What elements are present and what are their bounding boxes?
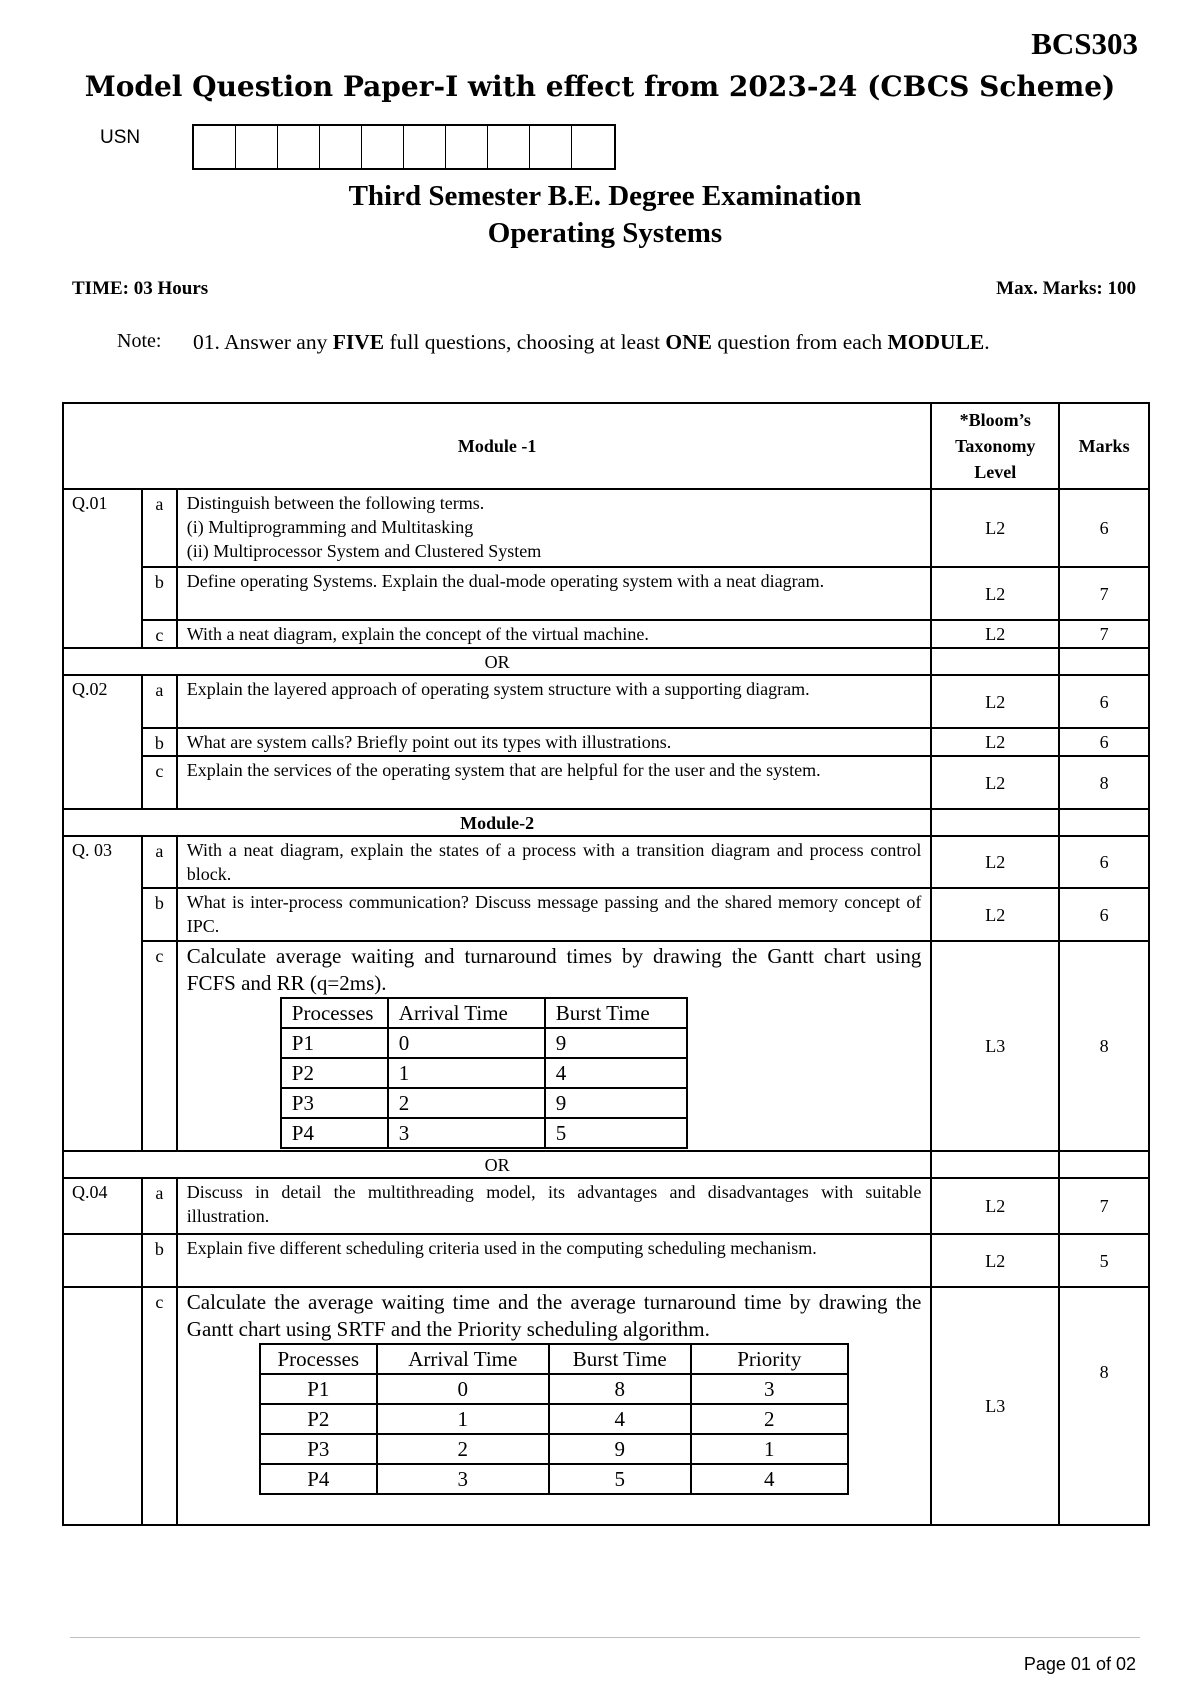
empty-cell — [1059, 1151, 1149, 1178]
process-row — [260, 1464, 848, 1494]
cell: P2 — [260, 1404, 377, 1434]
process-row — [260, 1404, 848, 1434]
part-label: b — [142, 1234, 177, 1287]
marks-value: 6 — [1059, 836, 1149, 888]
header-cell: Burst Time — [549, 1344, 691, 1374]
note-text — [193, 330, 990, 355]
header-cell: Arrival Time — [388, 998, 545, 1028]
exam-title: Third Semester B.E. Degree Examination — [348, 180, 862, 212]
cell: 2 — [691, 1404, 848, 1434]
process-table-header — [260, 1344, 848, 1374]
blooms-level: L3 — [931, 941, 1059, 1151]
usn-label: USN — [100, 127, 141, 148]
or-row — [63, 1151, 1149, 1178]
note-label: Note: — [117, 330, 162, 352]
note-part: 01. Answer any — [193, 330, 333, 354]
module-2-header: Module-2 — [63, 809, 931, 836]
cell: P3 — [260, 1434, 377, 1464]
cell: 1 — [388, 1058, 545, 1088]
question-text: With a neat diagram, explain the states of a process with a transition diagram and process control block. — [177, 836, 932, 888]
blooms-level: L2 — [931, 888, 1059, 941]
usn-input-boxes[interactable] — [192, 124, 616, 170]
cell: 4 — [545, 1058, 687, 1088]
note-emphasis: ONE — [665, 330, 712, 354]
note-emphasis: MODULE — [887, 330, 985, 354]
note-part: question from each — [711, 330, 888, 354]
empty-cell — [931, 809, 1059, 836]
part-label: a — [142, 1178, 177, 1234]
table-row — [63, 728, 1149, 756]
part-label: c — [142, 941, 177, 1151]
question-number: Q.02 — [63, 675, 142, 809]
marks-value: 5 — [1059, 1234, 1149, 1287]
usn-box[interactable] — [362, 126, 404, 168]
process-row — [260, 1374, 848, 1404]
question-text: What are system calls? Briefly point out its types with illustrations. — [177, 728, 932, 756]
part-label: b — [142, 567, 177, 620]
cell: 9 — [545, 1088, 687, 1118]
question-text: Explain the layered approach of operating system structure with a supporting diagram. — [177, 675, 932, 728]
note-part: . — [984, 330, 990, 354]
marks-value: 7 — [1059, 620, 1149, 648]
marks-value: 6 — [1059, 489, 1149, 567]
question-text: Explain five different scheduling criteria used in the computing scheduling mechanism. — [177, 1234, 932, 1287]
exam-heading — [0, 178, 1200, 252]
usn-box[interactable] — [530, 126, 572, 168]
empty-cell — [63, 1234, 142, 1287]
cell: 2 — [388, 1088, 545, 1118]
question-table — [62, 402, 1150, 1526]
question-text: Discuss in detail the multithreading model, its advantages and disadvantages with suitable illustration. — [177, 1178, 932, 1234]
usn-box[interactable] — [446, 126, 488, 168]
paper-title: Model Question Paper-I with effect from 2023-24 (CBCS Scheme) — [84, 70, 1116, 103]
footer-divider — [70, 1637, 1140, 1638]
cell: 0 — [377, 1374, 549, 1404]
header-cell: Processes — [260, 1344, 377, 1374]
marks-value: 7 — [1059, 1178, 1149, 1234]
cell: 3 — [388, 1118, 545, 1148]
note-part: full questions, choosing at least — [384, 330, 666, 354]
process-row — [281, 1118, 687, 1148]
header-cell: Burst Time — [545, 998, 687, 1028]
usn-box[interactable] — [236, 126, 278, 168]
or-label: OR — [63, 1151, 931, 1178]
cell: P2 — [281, 1058, 388, 1088]
marks-value: 6 — [1059, 728, 1149, 756]
part-label: c — [142, 756, 177, 809]
blooms-level: L2 — [931, 756, 1059, 809]
question-text — [177, 941, 932, 1151]
process-table — [280, 997, 688, 1149]
subject-title: Operating Systems — [487, 217, 723, 249]
usn-box[interactable] — [194, 126, 236, 168]
cell: 1 — [377, 1404, 549, 1434]
blooms-level: L3 — [931, 1287, 1059, 1525]
cell: 9 — [545, 1028, 687, 1058]
cell: 4 — [691, 1464, 848, 1494]
blooms-level-header: *Bloom’s Taxonomy Level — [931, 403, 1059, 489]
max-marks: Max. Marks: 100 — [996, 278, 1136, 299]
table-row — [63, 836, 1149, 888]
table-row — [63, 1287, 1149, 1525]
header-cell: Priority — [691, 1344, 848, 1374]
priority-process-table — [259, 1343, 849, 1495]
table-row — [63, 1178, 1149, 1234]
time-allowed: TIME: 03 Hours — [72, 278, 209, 299]
question-text — [177, 489, 932, 567]
usn-box[interactable] — [404, 126, 446, 168]
cell: 2 — [377, 1434, 549, 1464]
part-label: b — [142, 728, 177, 756]
table-row — [63, 567, 1149, 620]
cell: 5 — [549, 1464, 691, 1494]
module-1-header: Module -1 — [63, 403, 931, 489]
table-row — [63, 1234, 1149, 1287]
part-label: c — [142, 620, 177, 648]
cell: P4 — [260, 1464, 377, 1494]
cell: 0 — [388, 1028, 545, 1058]
usn-box[interactable] — [572, 126, 614, 168]
usn-box[interactable] — [488, 126, 530, 168]
part-label: a — [142, 836, 177, 888]
blooms-level: L2 — [931, 1178, 1059, 1234]
cell: 8 — [549, 1374, 691, 1404]
question-number: Q.01 — [63, 489, 142, 648]
course-code: BCS303 — [1031, 26, 1138, 61]
question-line: (ii) Multiprocessor System and Clustered System — [186, 541, 542, 561]
marks-header: Marks — [1059, 403, 1149, 489]
marks-value: 6 — [1059, 675, 1149, 728]
process-row — [281, 1028, 687, 1058]
question-line: Distinguish between the following terms. — [186, 493, 485, 513]
cell: 1 — [691, 1434, 848, 1464]
question-number: Q. 03 — [63, 836, 142, 1151]
page-number: Page 01 of 02 — [1023, 1654, 1136, 1674]
usn-box[interactable] — [278, 126, 320, 168]
empty-cell — [931, 1151, 1059, 1178]
part-label: c — [142, 1287, 177, 1525]
or-row — [63, 648, 1149, 675]
cell: 4 — [549, 1404, 691, 1434]
marks-value: 8 — [1059, 756, 1149, 809]
blooms-level: L2 — [931, 1234, 1059, 1287]
process-table-header — [281, 998, 687, 1028]
question-text: Explain the services of the operating system that are helpful for the user and the system. — [177, 756, 932, 809]
empty-cell — [1059, 809, 1149, 836]
header-cell: Processes — [281, 998, 388, 1028]
part-label: a — [142, 489, 177, 567]
marks-value: 8 — [1059, 1287, 1149, 1525]
question-text: Define operating Systems. Explain the dual-mode operating system with a neat diagram. — [177, 567, 932, 620]
blooms-level: L2 — [931, 836, 1059, 888]
cell: 3 — [377, 1464, 549, 1494]
cell: P3 — [281, 1088, 388, 1118]
cell: P1 — [281, 1028, 388, 1058]
table-row — [63, 620, 1149, 648]
table-row — [63, 888, 1149, 941]
question-line: Calculate the average waiting time and the average turnaround time by drawing the Gantt chart using SRTF and the Priority scheduling algorithm. — [186, 1290, 922, 1341]
table-header-row — [63, 403, 1149, 489]
cell: P1 — [260, 1374, 377, 1404]
blooms-level: L2 — [931, 567, 1059, 620]
marks-value: 8 — [1059, 941, 1149, 1151]
table-row — [63, 675, 1149, 728]
process-row — [281, 1058, 687, 1088]
process-row — [260, 1434, 848, 1464]
blooms-level: L2 — [931, 728, 1059, 756]
blooms-level: L2 — [931, 620, 1059, 648]
part-label: b — [142, 888, 177, 941]
empty-cell — [63, 1287, 142, 1525]
blooms-level: L2 — [931, 675, 1059, 728]
question-number: Q.04 — [63, 1178, 142, 1234]
question-text: What is inter-process communication? Discuss message passing and the shared memory concept of IPC. — [177, 888, 932, 941]
cell: 9 — [549, 1434, 691, 1464]
header-cell: Arrival Time — [377, 1344, 549, 1374]
blooms-level: L2 — [931, 489, 1059, 567]
marks-value: 6 — [1059, 888, 1149, 941]
module-row — [63, 809, 1149, 836]
cell: 3 — [691, 1374, 848, 1404]
marks-value: 7 — [1059, 567, 1149, 620]
question-text — [177, 1287, 932, 1525]
usn-box[interactable] — [320, 126, 362, 168]
question-text: With a neat diagram, explain the concept of the virtual machine. — [177, 620, 932, 648]
table-row — [63, 756, 1149, 809]
question-line: (i) Multiprogramming and Multitasking — [186, 517, 474, 537]
process-row — [281, 1088, 687, 1118]
cell: P4 — [281, 1118, 388, 1148]
or-label: OR — [63, 648, 931, 675]
empty-cell — [1059, 648, 1149, 675]
question-line: Calculate average waiting and turnaround times by drawing the Gantt chart using FCFS and RR (q=2ms). — [186, 944, 922, 995]
table-row — [63, 941, 1149, 1151]
cell: 5 — [545, 1118, 687, 1148]
part-label: a — [142, 675, 177, 728]
note-emphasis: FIVE — [332, 330, 385, 354]
table-row — [63, 489, 1149, 567]
empty-cell — [931, 648, 1059, 675]
